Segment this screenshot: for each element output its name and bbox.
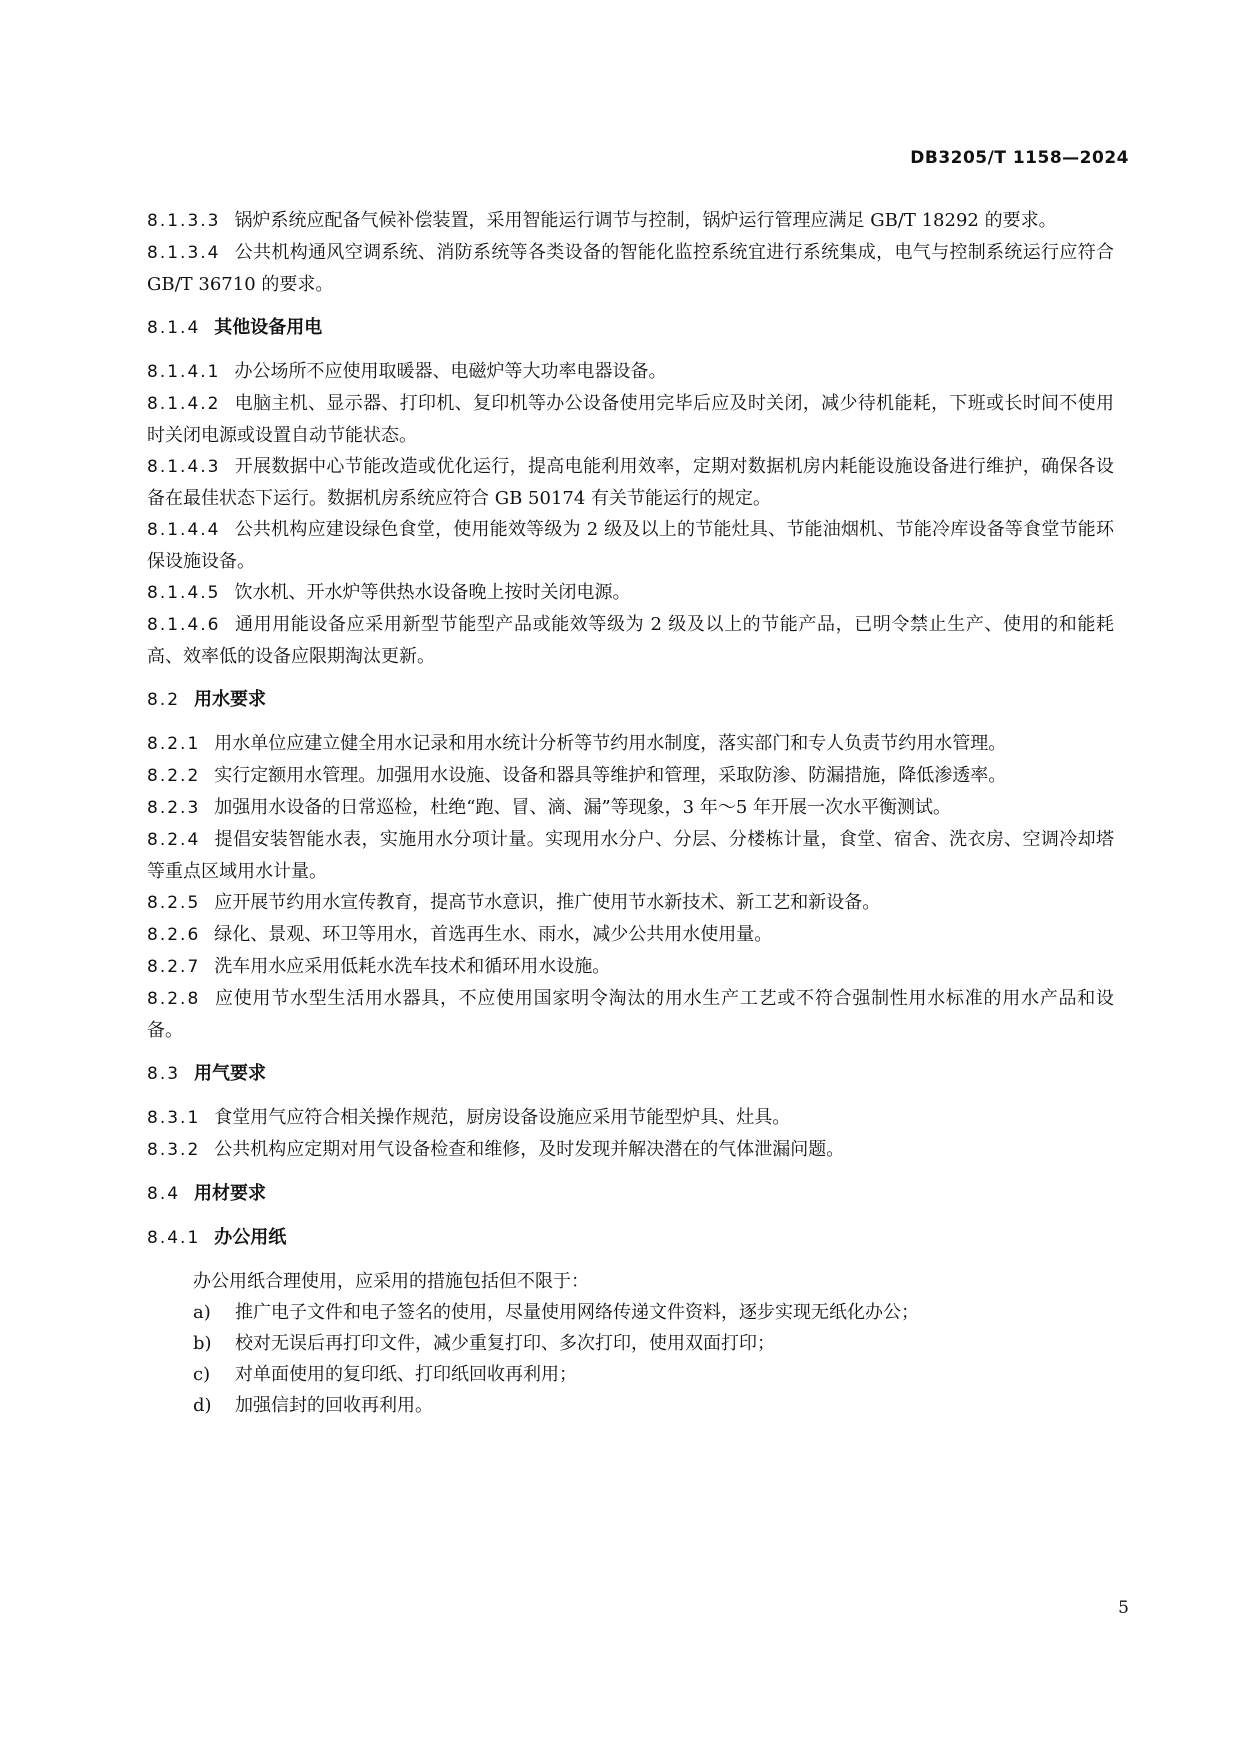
page-number: 5 (1118, 1598, 1129, 1618)
heading-8-4 (147, 1178, 1114, 1210)
clause-number: 8.2.2 (147, 766, 201, 786)
clause-8-1-4-4 (147, 514, 1114, 577)
clause-number: 8.1.4.1 (147, 362, 221, 382)
clause-text: 应开展节约用水宣传教育，提高节水意识，推广使用节水新技术、新工艺和新设备。 (214, 892, 881, 913)
clause-number: 8.3.2 (147, 1140, 201, 1160)
clause-8-2-3 (147, 792, 1114, 824)
clause-number: 8.2.1 (147, 734, 201, 754)
clause-8-2-4 (147, 824, 1114, 887)
clause-number: 8.1.4.2 (147, 394, 221, 414)
list-item-text: 校对无误后再打印文件，减少重复打印、多次打印，使用双面打印； (235, 1333, 775, 1354)
clause-8-1-4-6 (147, 609, 1114, 672)
list-item-text: 对单面使用的复印纸、打印纸回收再利用； (235, 1364, 577, 1385)
clause-text: 锅炉系统应配备气候补偿装置，采用智能运行调节与控制，锅炉运行管理应满足 GB/T 18292 的要求。 (234, 210, 1057, 231)
clause-8-2-5 (147, 887, 1114, 919)
clause-8-1-4-5 (147, 577, 1114, 609)
clause-text: 实行定额用水管理。加强用水设施、设备和器具等维护和管理，采取防渗、防漏措施，降低渗透率。 (214, 765, 1007, 786)
heading-number: 8.1.4 (147, 318, 201, 338)
clause-8-2-2 (147, 760, 1114, 792)
clause-8-1-3-4 (147, 237, 1114, 300)
clause-8-2-8 (147, 983, 1114, 1046)
list-item-a (193, 1297, 1114, 1328)
heading-title: 办公用纸 (214, 1227, 287, 1248)
clause-text: 电脑主机、显示器、打印机、复印机等办公设备使用完毕后应及时关闭，减少待机能耗，下班或长时间不使用时关闭电源或设置自动节能状态。 (147, 393, 1114, 446)
list-marker: c) (193, 1364, 211, 1385)
clause-number: 8.1.4.4 (147, 520, 221, 540)
clause-8-1-4-1 (147, 356, 1114, 388)
clause-text: 绿化、景观、环卫等用水，首选再生水、雨水，减少公共用水使用量。 (214, 924, 773, 945)
list-intro: 办公用纸合理使用，应采用的措施包括但不限于： (193, 1271, 589, 1292)
clause-number: 8.2.5 (147, 893, 201, 913)
clause-number: 8.3.1 (147, 1108, 201, 1128)
list-marker: a) (193, 1302, 211, 1323)
list-marker: d) (193, 1395, 212, 1416)
heading-number: 8.4.1 (147, 1228, 201, 1248)
clause-text: 应使用节水型生活用水器具，不应使用国家明令淘汰的用水生产工艺或不符合强制性用水标准的用水产品和设备。 (147, 988, 1114, 1041)
list-item-d (193, 1390, 1114, 1421)
document-body (147, 205, 1114, 1421)
clause-text: 用水单位应建立健全用水记录和用水统计分析等节约用水制度，落实部门和专人负责节约用水管理。 (214, 733, 1007, 754)
list-item-b (193, 1328, 1114, 1359)
clause-number: 8.1.4.6 (147, 615, 221, 635)
clause-text: 通用用能设备应采用新型节能型产品或能效等级为 2 级及以上的节能产品，已明令禁止生产、使用的和能耗高、效率低的设备应限期淘汰更新。 (147, 614, 1114, 667)
clause-text: 公共机构应定期对用气设备检查和维修，及时发现并解决潜在的气体泄漏问题。 (214, 1139, 845, 1160)
clause-8-2-7 (147, 951, 1114, 983)
clause-number: 8.2.4 (147, 830, 201, 850)
heading-8-1-4 (147, 312, 1114, 344)
clause-number: 8.1.4.5 (147, 583, 221, 603)
clause-text: 加强用水设备的日常巡检，杜绝“跑、冒、滴、漏”等现象，3 年～5 年开展一次水平衡测试。 (214, 797, 952, 818)
clause-8-1-4-3 (147, 451, 1114, 514)
clause-8-1-3-3 (147, 205, 1114, 237)
heading-8-3 (147, 1058, 1114, 1090)
clause-text: 食堂用气应符合相关操作规范，厨房设备设施应采用节能型炉具、灶具。 (214, 1107, 791, 1128)
heading-8-2 (147, 684, 1114, 716)
clause-text: 开展数据中心节能改造或优化运行，提高电能利用效率，定期对数据机房内耗能设施设备进行维护，确保各设备在最佳状态下运行。数据机房系统应符合 GB 50174 有关节能运行的规定。 (147, 456, 1114, 509)
clause-8-1-4-2 (147, 388, 1114, 451)
heading-number: 8.2 (147, 690, 181, 710)
heading-title: 其他设备用电 (214, 317, 323, 338)
list-marker: b) (193, 1333, 212, 1354)
heading-title: 用材要求 (194, 1183, 267, 1204)
clause-8-3-2 (147, 1134, 1114, 1166)
list-item-text: 推广电子文件和电子签名的使用，尽量使用网络传递文件资料，逐步实现无纸化办公； (235, 1302, 919, 1323)
clause-number: 8.2.7 (147, 957, 201, 977)
heading-8-4-1 (147, 1222, 1114, 1254)
clause-number: 8.2.6 (147, 925, 201, 945)
clause-8-2-6 (147, 919, 1114, 951)
list-item-c (193, 1359, 1114, 1390)
clause-text: 办公场所不应使用取暖器、电磁炉等大功率电器设备。 (234, 361, 667, 382)
clause-number: 8.1.3.4 (147, 243, 221, 263)
clause-number: 8.1.4.3 (147, 457, 221, 477)
heading-title: 用气要求 (194, 1063, 267, 1084)
standard-code: DB3205/T 1158—2024 (910, 148, 1129, 168)
clause-8-3-1 (147, 1102, 1114, 1134)
clause-text: 饮水机、开水炉等供热水设备晚上按时关闭电源。 (234, 582, 631, 603)
clause-number: 8.2.8 (147, 989, 201, 1009)
clause-text: 提倡安装智能水表，实施用水分项计量。实现用水分户、分层、分楼栋计量，食堂、宿舍、洗衣房、空调冷却塔等重点区域用水计量。 (147, 829, 1114, 882)
clause-8-2-1 (147, 728, 1114, 760)
clause-text: 公共机构应建设绿色食堂，使用能效等级为 2 级及以上的节能灶具、节能油烟机、节能冷库设备等食堂节能环保设施设备。 (147, 519, 1114, 572)
clause-text: 洗车用水应采用低耗水洗车技术和循环用水设施。 (214, 956, 611, 977)
heading-number: 8.4 (147, 1184, 181, 1204)
clause-number: 8.1.3.3 (147, 211, 221, 231)
list-item-text: 加强信封的回收再利用。 (235, 1395, 433, 1416)
heading-title: 用水要求 (194, 689, 267, 710)
heading-number: 8.3 (147, 1064, 181, 1084)
clause-number: 8.2.3 (147, 798, 201, 818)
clause-text: 公共机构通风空调系统、消防系统等各类设备的智能化监控系统宜进行系统集成，电气与控制系统运行应符合 GB/T 36710 的要求。 (147, 242, 1114, 295)
